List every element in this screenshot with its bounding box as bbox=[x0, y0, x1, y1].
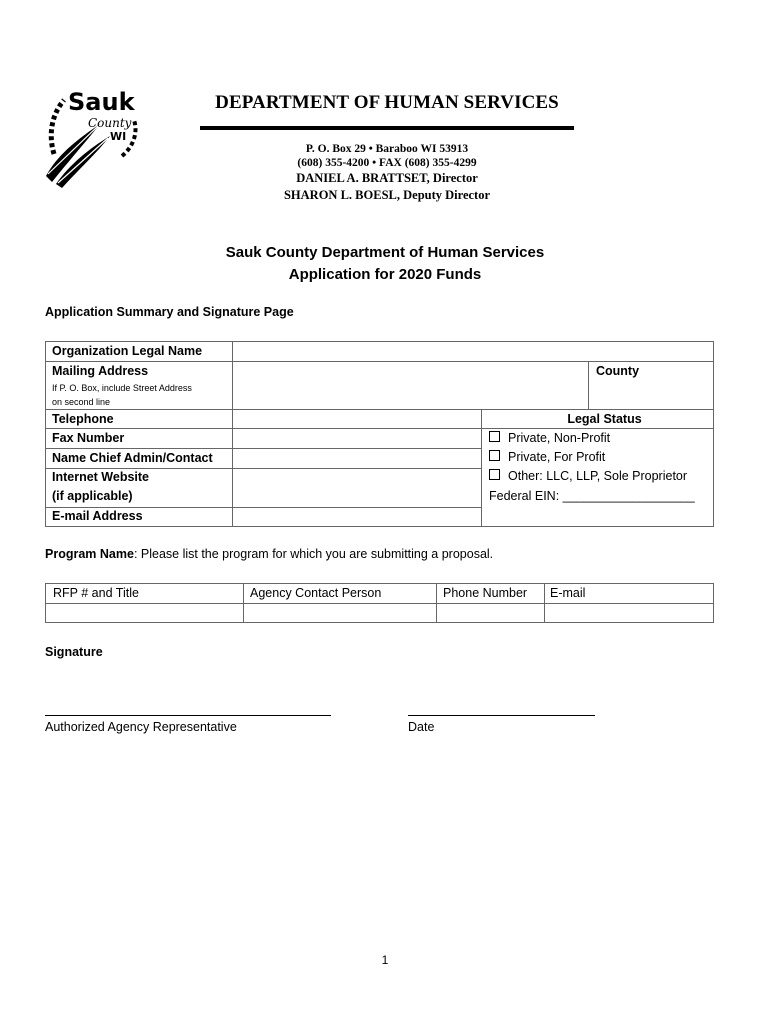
fax-label: Fax Number bbox=[52, 431, 125, 445]
page-number: 1 bbox=[381, 953, 389, 967]
signature-line[interactable] bbox=[45, 715, 331, 716]
sauk-county-logo bbox=[38, 84, 148, 188]
checkbox-nonprofit[interactable] bbox=[489, 431, 500, 442]
chief-label: Name Chief Admin/Contact bbox=[52, 451, 213, 465]
title-rule bbox=[200, 126, 574, 130]
program-name-instruction: : Please list the program for which you are submitting a proposal. bbox=[133, 547, 494, 561]
telephone-field[interactable] bbox=[232, 409, 482, 429]
contact-person-header: Agency Contact Person bbox=[250, 586, 382, 600]
legal-option-forprofit[interactable] bbox=[489, 450, 605, 464]
signature-heading: Signature bbox=[45, 645, 103, 659]
legal-option-nonprofit[interactable] bbox=[489, 431, 610, 445]
svg-text:Sauk: Sauk bbox=[68, 88, 135, 116]
mailing-note-1: If P. O. Box, include Street Address bbox=[52, 383, 192, 393]
option-other-label: Other: LLC, LLP, Sole Proprietor bbox=[508, 469, 688, 483]
phone-number-header: Phone Number bbox=[443, 586, 528, 600]
program-name-label: Program Name bbox=[45, 547, 134, 561]
date-line[interactable] bbox=[408, 715, 595, 716]
authorized-rep-label: Authorized Agency Representative bbox=[45, 720, 237, 734]
phone-number-field[interactable] bbox=[436, 603, 545, 623]
federal-ein-field[interactable]: Federal EIN: ___________________ bbox=[489, 489, 695, 503]
document-subtitle: Application for 2020 Funds bbox=[288, 266, 482, 283]
rfp-title-field[interactable] bbox=[45, 603, 244, 623]
rfp-title-header: RFP # and Title bbox=[53, 586, 139, 600]
summary-heading: Application Summary and Signature Page bbox=[45, 305, 294, 319]
address-line: P. O. Box 29 • Baraboo WI 53913 bbox=[305, 143, 469, 155]
website-label: Internet Website bbox=[52, 470, 150, 484]
contact-person-field[interactable] bbox=[243, 603, 437, 623]
program-email-field[interactable] bbox=[544, 603, 714, 623]
department-title: DEPARTMENT OF HUMAN SERVICES bbox=[215, 92, 559, 113]
option-forprofit-label: Private, For Profit bbox=[508, 450, 606, 464]
legal-option-other[interactable] bbox=[489, 469, 687, 483]
checkbox-other[interactable] bbox=[489, 469, 500, 480]
checkbox-forprofit[interactable] bbox=[489, 450, 500, 461]
telephone-label: Telephone bbox=[52, 412, 114, 426]
mailing-label: Mailing Address bbox=[52, 364, 149, 378]
mailing-address-field[interactable] bbox=[232, 361, 589, 410]
svg-text:WI: WI bbox=[110, 130, 127, 143]
email-header: E-mail bbox=[550, 586, 586, 600]
chief-admin-field[interactable] bbox=[232, 448, 482, 469]
legal-status-label: Legal Status bbox=[567, 412, 642, 426]
fax-field[interactable] bbox=[232, 428, 482, 449]
phone-fax-line: (608) 355-4200 • FAX (608) 355-4299 bbox=[297, 157, 477, 169]
email-label: E-mail Address bbox=[52, 509, 143, 523]
email-field[interactable] bbox=[232, 507, 482, 527]
director-line: DANIEL A. BRATTSET, Director bbox=[296, 171, 478, 185]
program-name-line bbox=[45, 547, 493, 561]
svg-text:County: County bbox=[88, 116, 132, 130]
date-label: Date bbox=[408, 720, 435, 734]
document-title: Sauk County Department of Human Services bbox=[225, 244, 545, 261]
org-name-label: Organization Legal Name bbox=[52, 344, 203, 358]
org-name-field[interactable] bbox=[232, 341, 714, 362]
website-field[interactable] bbox=[232, 468, 482, 508]
deputy-line: SHARON L. BOESL, Deputy Director bbox=[283, 188, 491, 202]
website-note: (if applicable) bbox=[52, 489, 133, 503]
county-label: County bbox=[596, 364, 640, 378]
option-nonprofit-label: Private, Non-Profit bbox=[508, 431, 611, 445]
mailing-note-2: on second line bbox=[52, 397, 111, 407]
